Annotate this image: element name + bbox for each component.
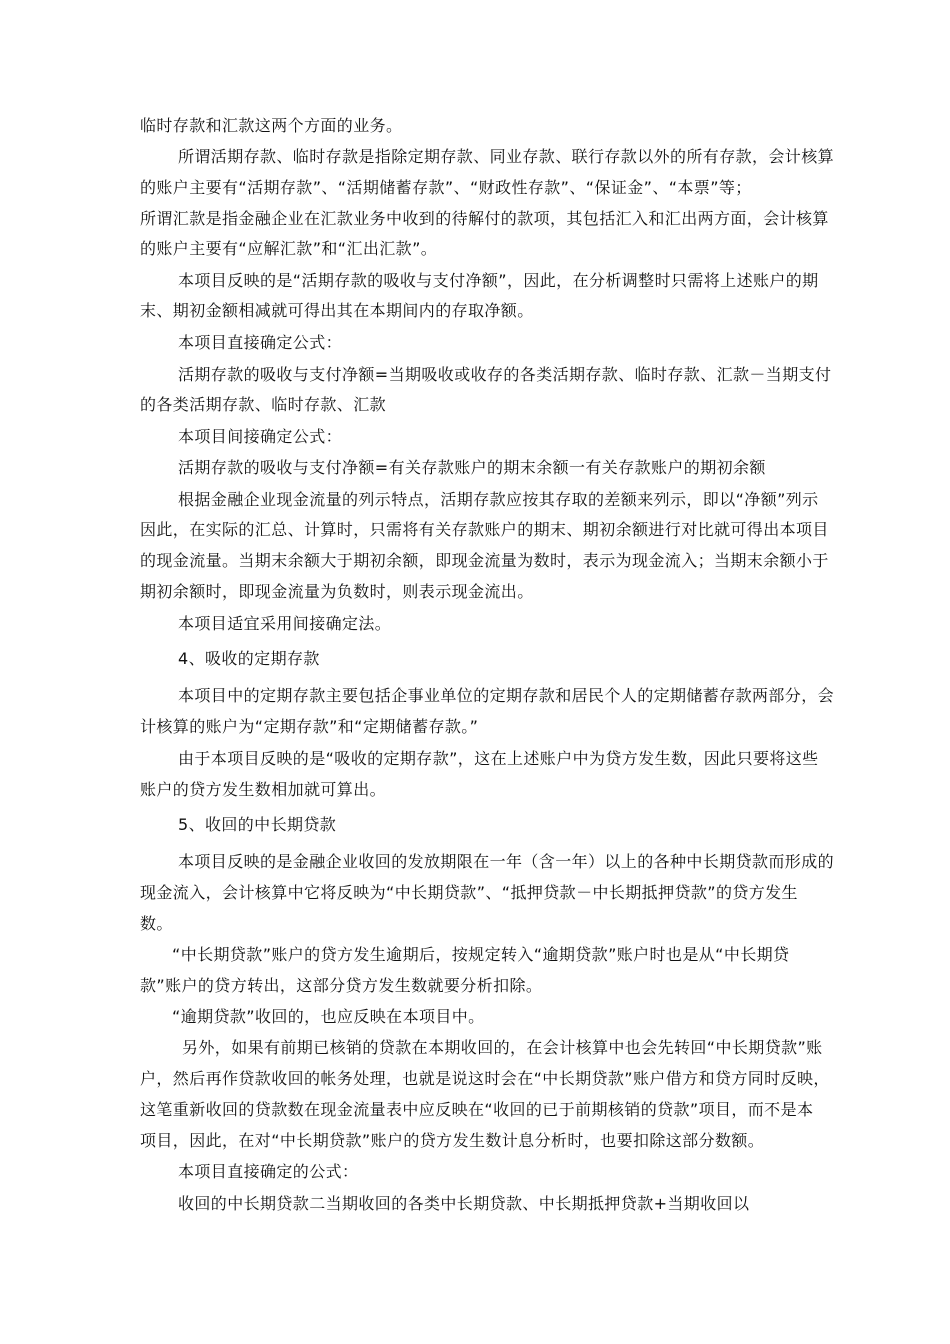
- text-line: 根据金融企业现金流量的列示特点，活期存款应按其存取的差额来列示，即以“净额”列示: [178, 490, 819, 509]
- text-line: 期初余额时，即现金流量为负数时，则表示现金流出。: [140, 582, 534, 601]
- text-line: 活期存款的吸收与支付净额=当期吸收或收存的各类活期存款、临时存款、汇款－当期支付: [178, 365, 832, 384]
- text-line: 临时存款和汇款这两个方面的业务。: [140, 116, 403, 135]
- text-line: 的现金流量。当期末余额大于期初余额，即现金流量为数时，表示为现金流入；当期末余额小于: [140, 551, 829, 570]
- text-line: 本项目反映的是金融企业收回的发放期限在一年（含一年）以上的各种中长期贷款而形成的: [178, 852, 835, 871]
- text-line: 本项目反映的是“活期存款的吸收与支付净额”，因此，在分析调整时只需将上述账户的期: [178, 271, 819, 290]
- section-heading: 4、吸收的定期存款: [178, 649, 320, 668]
- text-line: 款”账户的贷方转出，这部分贷方发生数就要分析扣除。: [140, 976, 543, 995]
- text-line: “逾期贷款”收回的，也应反映在本项目中。: [172, 1007, 485, 1026]
- text-line: 数。: [140, 914, 173, 933]
- text-line: 另外，如果有前期已核销的贷款在本期收回的，在会计核算中也会先转回“中长期贷款”账: [182, 1038, 823, 1057]
- section-heading: 5、收回的中长期贷款: [178, 815, 337, 834]
- text-line: 所谓汇款是指金融企业在汇款业务中收到的待解付的款项，其包括汇入和汇出两方面，会计核算: [140, 209, 829, 228]
- text-line: 的账户主要有“应解汇款”和“汇出汇款”。: [140, 239, 438, 258]
- text-line: 的各类活期存款、临时存款、汇款: [140, 395, 387, 414]
- text-line: 计核算的账户为“定期存款”和“定期储蓄存款。”: [140, 717, 479, 736]
- text-line: 本项目中的定期存款主要包括企事业单位的定期存款和居民个人的定期储蓄存款两部分，会: [178, 686, 835, 705]
- text-line: 项目，因此，在对“中长期贷款”账户的贷方发生数计息分析时，也要扣除这部分数额。: [140, 1131, 765, 1150]
- text-line: 因此，在实际的汇总、计算时，只需将有关存款账户的期末、期初余额进行对比就可得出本项目: [140, 520, 829, 539]
- text-line: 户，然后再作贷款收回的帐务处理，也就是说这时会在“中长期贷款”账户借方和贷方同时反映，: [140, 1069, 830, 1088]
- text-line: 活期存款的吸收与支付净额=有关存款账户的期末余额一有关存款账户的期初余额: [178, 458, 766, 477]
- text-line: 本项目适宜采用间接确定法。: [178, 614, 392, 633]
- text-line: 本项目直接确定的公式：: [178, 1162, 359, 1181]
- text-line: “中长期贷款”账户的贷方发生逾期后，按规定转入“逾期贷款”账户时也是从“中长期贷: [172, 945, 790, 964]
- text-line: 所谓活期存款、临时存款是指除定期存款、同业存款、联行存款以外的所有存款，会计核算: [178, 147, 835, 166]
- text-line: 本项目直接确定公式：: [178, 333, 343, 352]
- text-line: 由于本项目反映的是“吸收的定期存款”，这在上述账户中为贷方发生数，因此只要将这些: [178, 749, 819, 768]
- text-line: 的账户主要有“活期存款”、“活期储蓄存款”、“财政性存款”、“保证金”、“本票”等；: [140, 178, 752, 197]
- text-line: 末、期初金额相减就可得出其在本期间内的存取净额。: [140, 301, 534, 320]
- text-line: 现金流入，会计核算中它将反映为“中长期贷款”、“抵押贷款－中长期抵押贷款”的贷方发生: [140, 883, 798, 902]
- text-line: 本项目间接确定公式：: [178, 427, 343, 446]
- text-line: 账户的贷方发生数相加就可算出。: [140, 780, 387, 799]
- text-line: 这笔重新收回的贷款数在现金流量表中应反映在“收回的已于前期核销的贷款”项目，而不是本: [140, 1100, 814, 1119]
- text-line: 收回的中长期贷款二当期收回的各类中长期贷款、中长期抵押贷款+当期收回以: [178, 1194, 750, 1213]
